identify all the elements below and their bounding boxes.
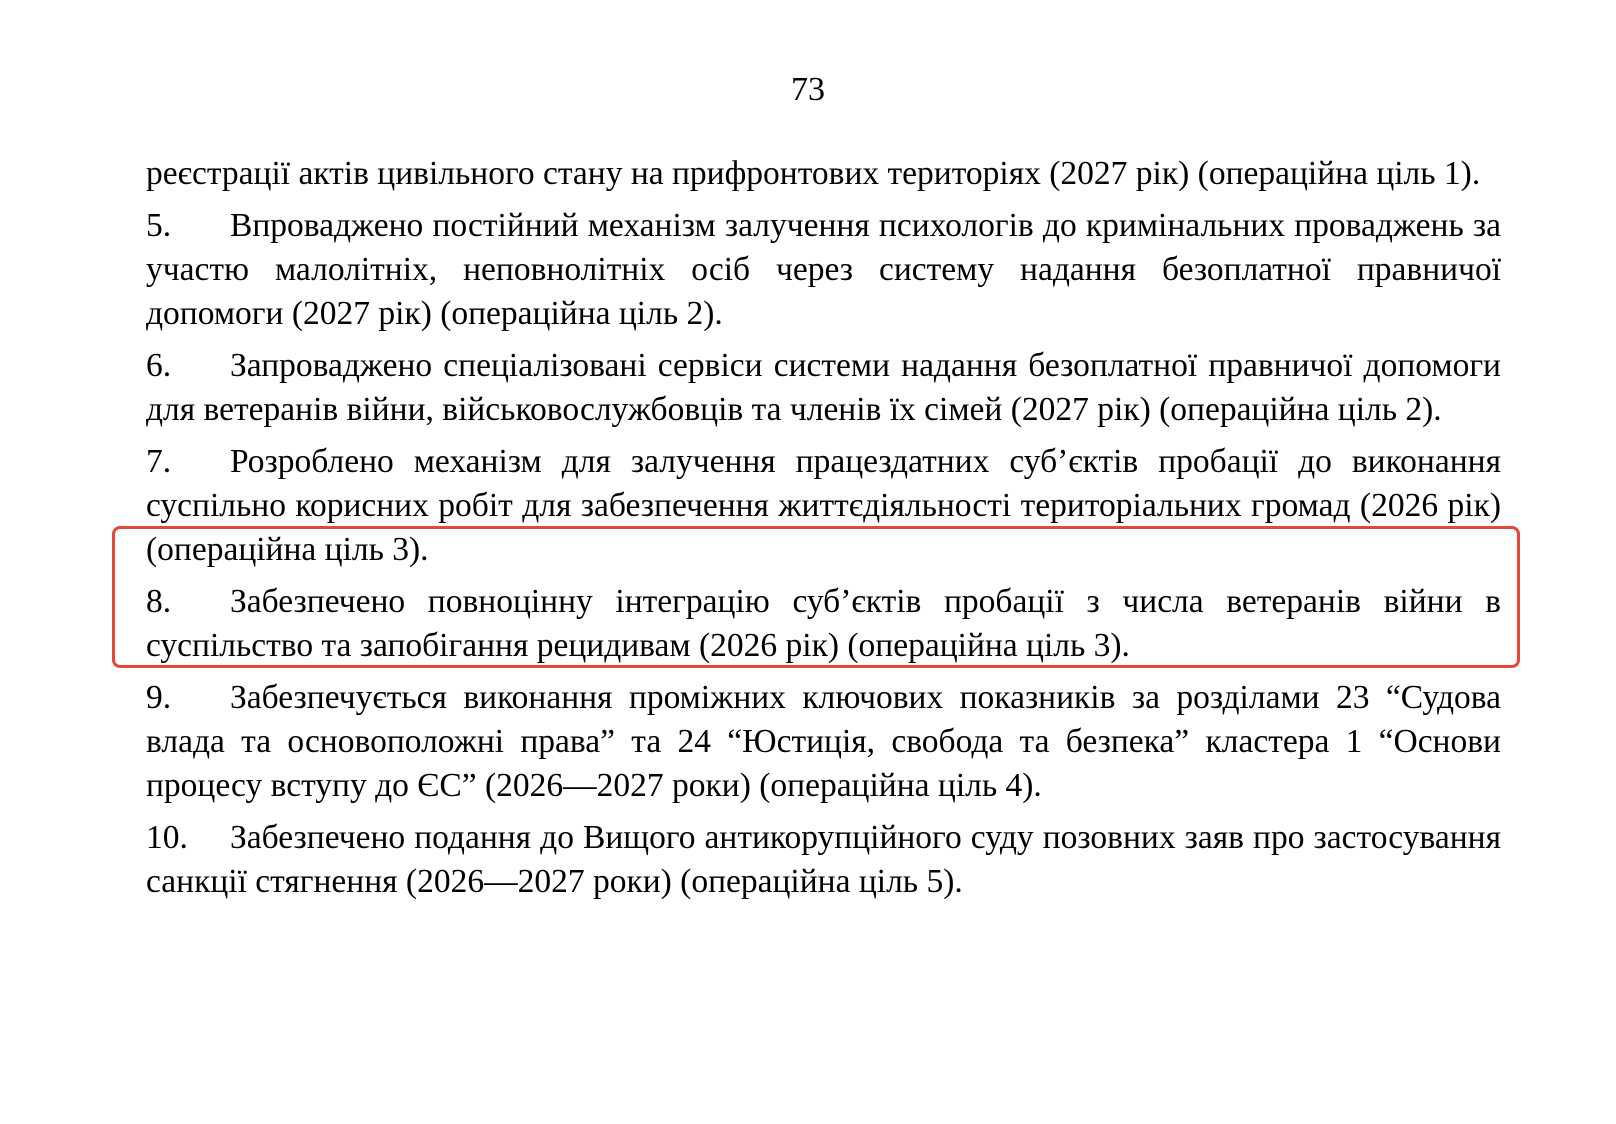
document-body xyxy=(146,152,1501,912)
paragraph-item-5 xyxy=(146,204,1501,336)
paragraph-number: 6. xyxy=(146,347,172,384)
paragraph-item-6 xyxy=(146,344,1501,432)
paragraph-continuation xyxy=(146,152,1501,196)
paragraph-item-9 xyxy=(146,676,1501,808)
page-number: 73 xyxy=(791,71,825,108)
paragraph-item-8 xyxy=(146,580,1501,668)
paragraph-number: 10. xyxy=(146,819,188,856)
paragraph-number: 9. xyxy=(146,679,172,716)
paragraph-text: Впроваджено постійний механізм залучення психологів до кримінальних проваджень за участю малолітніх, неповнолітніх осіб через систему надання безоплатної правничої допомоги (2027 рік) (операційна ціль 2). xyxy=(146,207,1501,332)
paragraph-item-10 xyxy=(146,816,1501,904)
paragraph-number: 8. xyxy=(146,583,172,620)
paragraph-text: Запроваджено спеціалізовані сервіси системи надання безоплатної правничої допомоги для ветеранів війни, військовослужбовців та членів їх сімей (2027 рік) (операційна ціль 2). xyxy=(146,347,1501,428)
paragraph-text: Забезпечено подання до Вищого антикорупційного суду позовних заяв про застосування санкції стягнення (2026—2027 роки) (операційна ціль 5). xyxy=(146,819,1501,900)
paragraph-item-7 xyxy=(146,440,1501,572)
paragraph-number: 7. xyxy=(146,443,172,480)
paragraph-text: Забезпечується виконання проміжних ключових показників за розділами 23 “Судова влада та основоположні права” та 24 “Юстиція, свобода та безпека” кластера 1 “Основи процесу вступу до ЄС” (2026—2027 роки) (операційна ціль 4). xyxy=(146,679,1501,804)
paragraph-number: 5. xyxy=(146,207,172,244)
paragraph-text: реєстрації актів цивільного стану на прифронтових територіях (2027 рік) (операційна ціль 1). xyxy=(146,155,1481,192)
paragraph-text: Розроблено механізм для залучення працездатних суб’єктів пробації до виконання суспільно корисних робіт для забезпечення життєдіяльності територіальних громад (2026 рік) (операційна ціль 3). xyxy=(146,443,1501,568)
paragraph-text: Забезпечено повноцінну інтеграцію суб’єктів пробації з числа ветеранів війни в суспільство та запобігання рецидивам (2026 рік) (операційна ціль 3). xyxy=(146,583,1501,664)
